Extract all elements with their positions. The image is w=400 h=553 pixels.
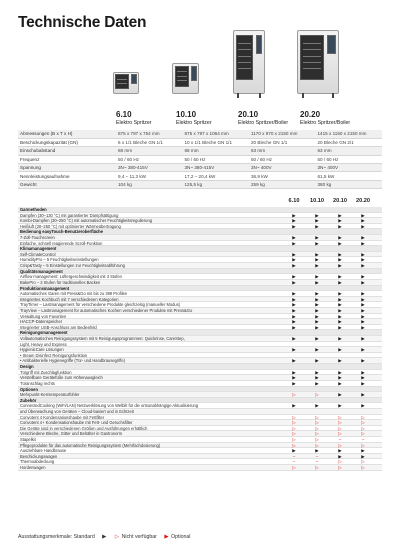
spec-value: 1415 x 1150 x 2150 mm xyxy=(316,130,383,138)
model-heading-6-10 xyxy=(116,110,151,126)
standard-marker-icon: ▶ xyxy=(292,375,296,381)
column-header-20-20: 20.20 xyxy=(356,198,370,204)
spec-value: 10 x 1/1 Bleche GN 1/1 xyxy=(183,138,250,146)
spec-value: 3N~ 400V xyxy=(249,164,316,172)
spec-value: 1170 x 970 x 2150 mm xyxy=(249,130,316,138)
standard-marker-icon: ▶ xyxy=(292,313,296,319)
optional-marker-icon: ▷ xyxy=(338,425,342,431)
feature-label: Integrierter USB-Anschluss am Bedienfeld xyxy=(20,324,97,330)
spec-value: 17,2 – 20,4 kW xyxy=(183,172,250,180)
oven-10-10-image xyxy=(172,63,199,94)
standard-marker-icon: ▶ xyxy=(338,240,342,246)
optional-marker-icon: ▷ xyxy=(315,414,319,420)
feature-label: • Antibakterielle Hygienegriffe (Tür- und Handbrausegriffe) xyxy=(20,358,126,364)
legend-optional-symbol: ▶ xyxy=(164,534,169,540)
standard-marker-icon: ▶ xyxy=(338,336,342,342)
spec-label: Beschickungskapazität (GN) xyxy=(18,138,116,146)
standard-marker-icon: ▶ xyxy=(315,347,319,353)
legend-not-symbol: ▷ xyxy=(114,534,120,540)
section-title: Zubehör xyxy=(20,397,37,403)
feature-table xyxy=(18,207,382,471)
standard-marker-icon: ▶ xyxy=(338,307,342,313)
standard-marker-icon: ▶ xyxy=(338,257,342,263)
standard-marker-icon: ▶ xyxy=(315,358,319,364)
feature-label: Verwaltung von Favoriten xyxy=(20,313,67,319)
standard-marker-icon: ▶ xyxy=(292,336,296,342)
standard-marker-icon: ▶ xyxy=(361,313,365,319)
optional-marker-icon: ▷ xyxy=(315,431,319,437)
standard-marker-icon: ▶ xyxy=(338,313,342,319)
spec-value: 3N~ 380-415V xyxy=(183,164,250,172)
feature-label: Hordenwagen xyxy=(20,465,46,471)
standard-marker-icon: ▶ xyxy=(315,291,319,297)
model-subtitle: Elektro Spritzer xyxy=(176,120,212,126)
feature-label: und Überwachung von Geräten – Cloud-basiert und in Echtzeit xyxy=(20,408,134,414)
spec-value: 61,5 kW xyxy=(316,172,383,180)
standard-marker-icon: ▶ xyxy=(292,307,296,313)
optional-marker-icon: ▷ xyxy=(361,425,365,431)
spec-value: 380 kg xyxy=(316,180,383,188)
standard-marker-icon: ▶ xyxy=(361,319,365,325)
standard-marker-icon: ▶ xyxy=(292,448,296,454)
standard-marker-icon: ▶ xyxy=(361,302,365,308)
standard-marker-icon: ▶ xyxy=(315,257,319,263)
feature-label: Die Geräte sind in verschiedenen Größen und Ausführungen erhältlich xyxy=(20,425,148,431)
standard-marker-icon: ▶ xyxy=(361,274,365,280)
standard-marker-icon: ▶ xyxy=(292,279,296,285)
standard-marker-icon: ▶ xyxy=(361,296,365,302)
standard-marker-icon: ▶ xyxy=(361,336,365,342)
standard-marker-icon: ▶ xyxy=(338,274,342,280)
standard-marker-icon: ▶ xyxy=(338,251,342,257)
standard-marker-icon: ▶ xyxy=(292,319,296,325)
optional-marker-icon: ▷ xyxy=(361,459,365,465)
spec-label: Gewicht xyxy=(18,180,116,188)
standard-marker-icon: ▶ xyxy=(315,380,319,386)
not-available-marker-icon: – xyxy=(315,453,319,459)
spec-value: 6 x 1/1 Bleche GN 1/1 xyxy=(116,138,183,146)
feature-label: 7-Zoll-Touchscreen xyxy=(20,235,55,241)
standard-marker-icon: ▶ xyxy=(361,291,365,297)
feature-label: HumidityPro – 5 Feuchtigkeitseinstellungen xyxy=(20,257,99,263)
spec-value: 875 x 797 x 1064 mm xyxy=(183,130,250,138)
standard-marker-icon: ▶ xyxy=(292,223,296,229)
standard-marker-icon: ▶ xyxy=(338,403,342,409)
spec-value: 9,4 – 11,3 kW xyxy=(116,172,183,180)
section-title: Design xyxy=(20,364,34,370)
feature-label: TrayTimer – Lastmanagement für verschiedene Produkte gleichzeitig (manueller Modus) xyxy=(20,302,181,308)
standard-marker-icon: ▶ xyxy=(292,347,296,353)
standard-marker-icon: ▶ xyxy=(361,392,365,398)
spec-row xyxy=(18,180,382,188)
standard-marker-icon: ▶ xyxy=(315,324,319,330)
standard-marker-icon: ▶ xyxy=(361,212,365,218)
spec-value: 3N~ 380-415V xyxy=(116,164,183,172)
optional-marker-icon: ▷ xyxy=(338,431,342,437)
standard-marker-icon: ▶ xyxy=(315,251,319,257)
optional-marker-icon: ▷ xyxy=(338,459,342,465)
optional-marker-icon: ▷ xyxy=(361,465,365,471)
standard-marker-icon: ▶ xyxy=(292,235,296,241)
spec-value: 68 mm xyxy=(183,147,250,155)
standard-marker-icon: ▶ xyxy=(338,212,342,218)
spec-row xyxy=(18,155,382,163)
optional-marker-icon: ▷ xyxy=(315,442,319,448)
standard-marker-icon: ▶ xyxy=(315,235,319,241)
column-header-20-10: 20.10 xyxy=(333,198,347,204)
optional-marker-icon: ▷ xyxy=(315,436,319,442)
optional-marker-icon: ▷ xyxy=(338,465,342,471)
standard-marker-icon: ▶ xyxy=(315,212,319,218)
standard-marker-icon: ▶ xyxy=(361,324,365,330)
standard-marker-icon: ▶ xyxy=(338,279,342,285)
standard-marker-icon: ▶ xyxy=(292,403,296,409)
not-available-marker-icon: – xyxy=(292,453,296,459)
feature-label: ConnectedCooking (WiFi/LAN) Netzwerklösung von Welbilt für die ortsunabhängige Aktualisierung xyxy=(20,403,199,409)
standard-marker-icon: ▶ xyxy=(338,375,342,381)
model-heading-20-20 xyxy=(300,110,350,126)
feature-label: Airflow management: Lüftergeschwindigkeit mit 3 Stufen xyxy=(20,274,122,280)
feature-label: Verschiedene Bleche, Gitter und Behälter in Gastronorm xyxy=(20,431,123,437)
feature-label: Thermoabdeckung xyxy=(20,459,55,465)
spec-value: 20 Bleche GN 2/1 xyxy=(316,138,383,146)
standard-marker-icon: ▶ xyxy=(361,358,365,364)
optional-marker-icon: ▷ xyxy=(315,425,319,431)
model-heading-20-10 xyxy=(238,110,288,126)
model-subtitle: Elektro Spritzer/Boiler xyxy=(300,120,351,126)
spec-value: 63 mm xyxy=(249,147,316,155)
standard-marker-icon: ▶ xyxy=(315,274,319,280)
standard-marker-icon: ▶ xyxy=(361,453,365,459)
standard-marker-icon: ▶ xyxy=(292,296,296,302)
spec-label: Abmessungen (B x T x H) xyxy=(18,130,116,138)
feature-label: Convotent 4 Kondensationshaube mit Fettfilter xyxy=(20,414,105,420)
section-title: Optionen xyxy=(20,386,38,392)
spec-row xyxy=(18,164,382,172)
not-available-marker-icon: – xyxy=(292,459,296,465)
column-header-6-10: 6.10 xyxy=(288,198,300,204)
standard-marker-icon: ▶ xyxy=(315,403,319,409)
standard-marker-icon: ▶ xyxy=(292,212,296,218)
standard-marker-icon: ▶ xyxy=(292,369,296,375)
standard-marker-icon: ▶ xyxy=(292,380,296,386)
legend-optional-label: Optional xyxy=(171,534,191,540)
spec-value: 50 / 60 Hz xyxy=(183,155,250,163)
standard-marker-icon: ▶ xyxy=(292,291,296,297)
section-title: Reinigungsmanagement xyxy=(20,330,68,336)
feature-label: Türgriff mit Zuschlagfunktion xyxy=(20,369,72,375)
standard-marker-icon: ▶ xyxy=(361,218,365,224)
optional-marker-icon: ▷ xyxy=(292,442,296,448)
model-number: 20.20 xyxy=(300,110,321,119)
standard-marker-icon: ▶ xyxy=(338,347,342,353)
model-heading-10-10 xyxy=(176,110,211,126)
spec-value: 3N~ 400V xyxy=(316,164,383,172)
optional-marker-icon: ▷ xyxy=(292,420,296,426)
standard-marker-icon: ▶ xyxy=(315,336,319,342)
optional-marker-icon: ▷ xyxy=(292,431,296,437)
optional-marker-icon: ▷ xyxy=(338,442,342,448)
spec-value: 50 / 60 Hz xyxy=(249,155,316,163)
standard-marker-icon: ▶ xyxy=(338,453,342,459)
model-number: 20.10 xyxy=(238,110,259,119)
optional-marker-icon: ▷ xyxy=(315,392,319,398)
standard-marker-icon: ▶ xyxy=(315,223,319,229)
standard-marker-icon: ▶ xyxy=(292,263,296,269)
spec-row xyxy=(18,138,382,146)
feature-label: Crisp&Tasty – 5 Einstellungen zur Feuchtigkeitsabführung xyxy=(20,263,125,269)
spec-value: 50 / 60 Hz xyxy=(116,155,183,163)
model-subtitle: Elektro Spritzer/Boiler xyxy=(238,120,289,126)
model-number: 6.10 xyxy=(116,110,132,119)
spec-value: 125,5 kg xyxy=(183,180,250,188)
feature-label: Beschickungswagen xyxy=(20,453,58,459)
section-title: Produktionsmanagement xyxy=(20,285,70,291)
spec-table xyxy=(18,130,382,189)
standard-marker-icon: ▶ xyxy=(292,324,296,330)
standard-marker-icon: ▶ xyxy=(315,279,319,285)
optional-marker-icon: ▷ xyxy=(338,420,342,426)
optional-marker-icon: ▷ xyxy=(292,392,296,398)
optional-marker-icon: ▷ xyxy=(292,414,296,420)
not-available-marker-icon: – xyxy=(338,436,342,442)
spec-value: 50 / 60 Hz xyxy=(316,155,383,163)
spec-label: Spannung xyxy=(18,164,116,172)
legend-standard-symbol: ▶ xyxy=(102,534,107,540)
spec-row xyxy=(18,172,382,180)
feature-label: Light, Heavy und Express xyxy=(20,341,67,347)
section-title: Garmethoden xyxy=(20,207,47,212)
feature-label: Ausziehbare Handbrause xyxy=(20,448,67,454)
standard-marker-icon: ▶ xyxy=(338,223,342,229)
spec-value: 104 kg xyxy=(116,180,183,188)
optional-marker-icon: ▷ xyxy=(338,414,342,420)
section-title: Klimamanagement xyxy=(20,246,57,252)
model-number: 10.10 xyxy=(176,110,197,119)
standard-marker-icon: ▶ xyxy=(361,375,365,381)
oven-20-20-image xyxy=(297,30,339,94)
standard-marker-icon: ▶ xyxy=(361,235,365,241)
standard-marker-icon: ▶ xyxy=(292,274,296,280)
standard-marker-icon: ▶ xyxy=(315,240,319,246)
oven-6-10-image xyxy=(113,72,139,94)
standard-marker-icon: ▶ xyxy=(338,235,342,241)
feature-label: Einfache, schnell reagierende Scroll-Funktion xyxy=(20,240,103,246)
standard-marker-icon: ▶ xyxy=(315,218,319,224)
standard-marker-icon: ▶ xyxy=(292,302,296,308)
standard-marker-icon: ▶ xyxy=(315,313,319,319)
oven-20-10-image xyxy=(233,30,265,94)
optional-marker-icon: ▷ xyxy=(361,414,365,420)
standard-marker-icon: ▶ xyxy=(361,240,365,246)
model-subtitle: Elektro Spritzer xyxy=(116,120,152,126)
standard-marker-icon: ▶ xyxy=(338,380,342,386)
standard-marker-icon: ▶ xyxy=(338,448,342,454)
feature-label: Türanschlag rechts xyxy=(20,380,55,386)
standard-marker-icon: ▶ xyxy=(315,296,319,302)
optional-marker-icon: ▷ xyxy=(315,420,319,426)
not-available-marker-icon: – xyxy=(315,459,319,465)
legend-standard-label: Ausstattungsmerkmale: Standard xyxy=(18,534,95,540)
standard-marker-icon: ▶ xyxy=(361,257,365,263)
standard-marker-icon: ▶ xyxy=(292,251,296,257)
standard-marker-icon: ▶ xyxy=(292,358,296,364)
feature-label: HygienicCare Lösungen xyxy=(20,347,64,353)
spec-value: 875 x 797 x 754 mm xyxy=(116,130,183,138)
section-title: Qualitätsmanagement xyxy=(20,268,63,274)
feature-label: Stapelkit xyxy=(20,436,36,442)
feature-row xyxy=(18,465,382,471)
feature-label: Self-ClimateControl xyxy=(20,251,56,257)
optional-marker-icon: ▷ xyxy=(361,420,365,426)
standard-marker-icon: ▶ xyxy=(338,319,342,325)
standard-marker-icon: ▶ xyxy=(338,218,342,224)
optional-marker-icon: ▷ xyxy=(361,431,365,437)
spec-label: Nennleistungsaufnahme xyxy=(18,172,116,180)
standard-marker-icon: ▶ xyxy=(338,392,342,398)
standard-marker-icon: ▶ xyxy=(338,302,342,308)
spec-value: 63 mm xyxy=(316,147,383,155)
standard-marker-icon: ▶ xyxy=(292,218,296,224)
feature-label: Dampfen (30–130 °C) mit garantierter Dampfsättigung xyxy=(20,212,119,218)
not-available-marker-icon: – xyxy=(361,436,365,442)
standard-marker-icon: ▶ xyxy=(338,324,342,330)
standard-marker-icon: ▶ xyxy=(361,307,365,313)
optional-marker-icon: ▷ xyxy=(292,425,296,431)
standard-marker-icon: ▶ xyxy=(338,263,342,269)
feature-label: Vollautomatisches Reinigungssystem mit 5 Reinigungsprogrammen: Quickrinse, CareStep, xyxy=(20,336,185,342)
feature-label: Verstellbare Gerätefüße zum Höhenausgleich xyxy=(20,375,103,381)
standard-marker-icon: ▶ xyxy=(361,347,365,353)
standard-marker-icon: ▶ xyxy=(338,296,342,302)
feature-label: Automatisches Garen mit Press&Go mit bis zu 399 Profilen xyxy=(20,291,128,297)
feature-label: TrayView – Lastmanagement für automatisches Kochen verschiedener Produkte mit Press&Go xyxy=(20,307,193,313)
feature-label: HACCP-Datenspeicher xyxy=(20,319,63,325)
spec-value: 68 mm xyxy=(116,147,183,155)
spec-label: Einschubabstand xyxy=(18,147,116,155)
standard-marker-icon: ▶ xyxy=(315,307,319,313)
page-title: Technische Daten xyxy=(18,14,147,31)
feature-label: Heißluft (30–250 °C) mit optimierter Wärmeübertragung xyxy=(20,223,121,229)
standard-marker-icon: ▶ xyxy=(315,302,319,308)
spec-row xyxy=(18,130,382,138)
standard-marker-icon: ▶ xyxy=(315,375,319,381)
standard-marker-icon: ▶ xyxy=(315,369,319,375)
standard-marker-icon: ▶ xyxy=(361,448,365,454)
standard-marker-icon: ▶ xyxy=(315,263,319,269)
standard-marker-icon: ▶ xyxy=(338,291,342,297)
feature-label: Mehrpunkt-Kerntemperaturfühler xyxy=(20,392,80,398)
standard-marker-icon: ▶ xyxy=(292,257,296,263)
feature-label: Integriertes Kochbuch mit 7 verschiedenen Kategorien xyxy=(20,296,119,302)
standard-marker-icon: ▶ xyxy=(338,358,342,364)
standard-marker-icon: ▶ xyxy=(292,240,296,246)
feature-label: Kombi-Dampfen (30–250 °C) mit automatischer Feuchtigkeitsregulierung xyxy=(20,218,153,224)
section-title: Bedienung easyTouch-Benutzeroberfläche xyxy=(20,229,103,235)
standard-marker-icon: ▶ xyxy=(315,448,319,454)
standard-marker-icon: ▶ xyxy=(361,403,365,409)
standard-marker-icon: ▶ xyxy=(361,223,365,229)
legend-not-label: Nicht verfügbar xyxy=(121,534,157,540)
feature-label: • Steam Disinfect Reinigungsfunktion xyxy=(20,352,88,358)
spec-value: 36,9 kW xyxy=(249,172,316,180)
standard-marker-icon: ▶ xyxy=(361,380,365,386)
standard-marker-icon: ▶ xyxy=(361,251,365,257)
feature-label: BakePro – 3 Stufen für traditionelles Backen xyxy=(20,279,101,285)
column-header-10-10: 10.10 xyxy=(310,198,324,204)
optional-marker-icon: ▷ xyxy=(292,436,296,442)
spec-label: Frequenz xyxy=(18,155,116,163)
standard-marker-icon: ▶ xyxy=(361,369,365,375)
standard-marker-icon: ▶ xyxy=(315,319,319,325)
feature-label: Convotent 4+ Kondensationshaube mit Fett- und Geruchsfilter xyxy=(20,420,133,426)
optional-marker-icon: ▷ xyxy=(361,442,365,448)
standard-marker-icon: ▶ xyxy=(361,279,365,285)
standard-marker-icon: ▶ xyxy=(338,369,342,375)
feature-label: Pflegeprodukte für das automatische Reinigungssystem (Mehrfachdosierung) xyxy=(20,442,161,448)
spec-value: 20 Bleche GN 1/1 xyxy=(249,138,316,146)
standard-marker-icon: ▶ xyxy=(361,263,365,269)
optional-marker-icon: ▷ xyxy=(315,465,319,471)
spec-row xyxy=(18,147,382,155)
legend xyxy=(18,534,190,540)
spec-value: 259 kg xyxy=(249,180,316,188)
optional-marker-icon: ▷ xyxy=(292,465,296,471)
